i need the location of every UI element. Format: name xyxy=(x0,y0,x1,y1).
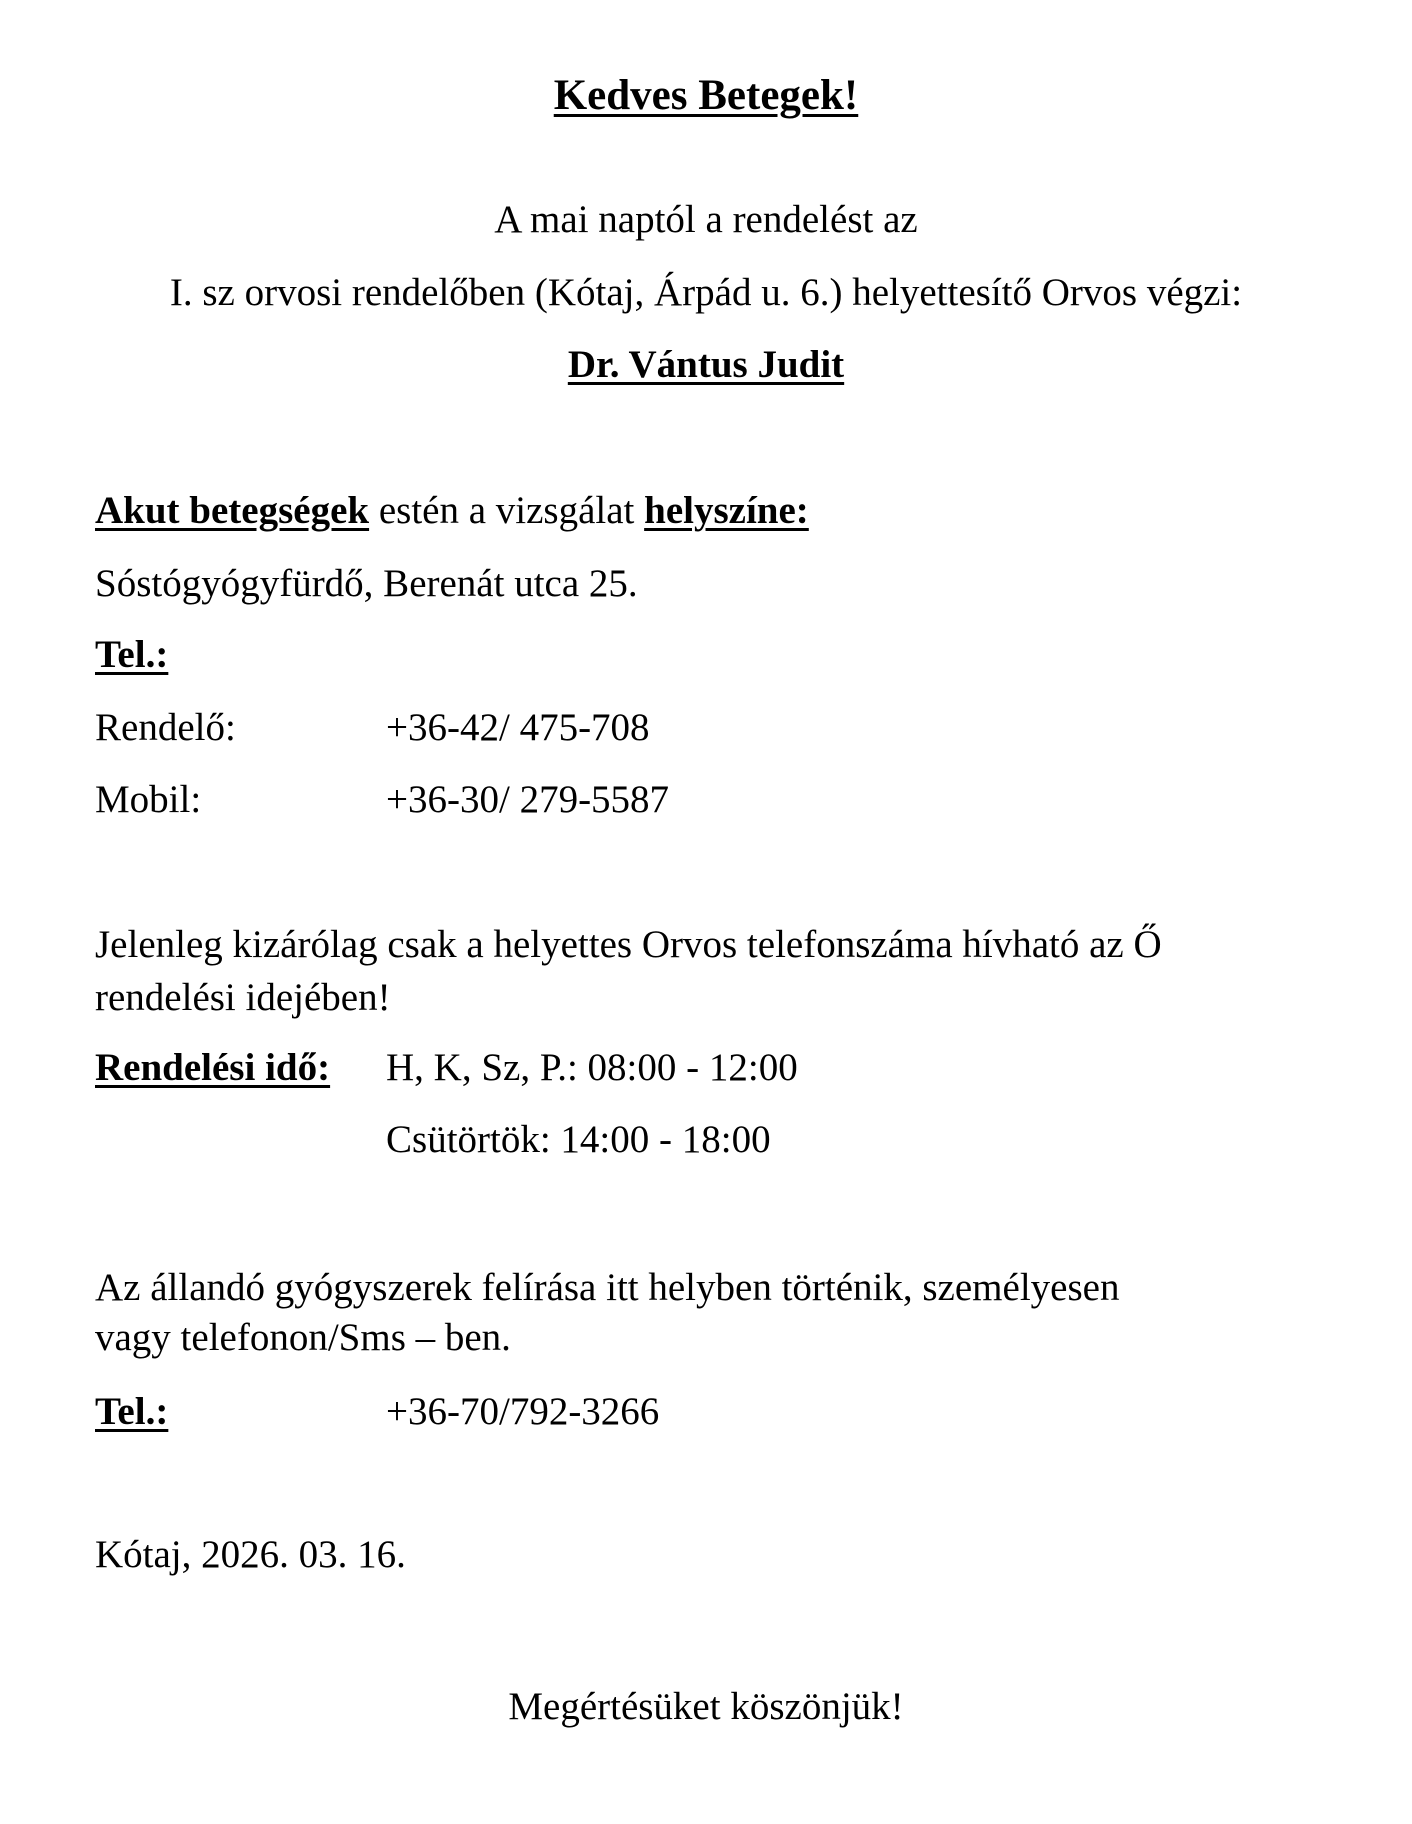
acute-tel-label: Tel.: xyxy=(95,633,169,676)
prescriptions-line-2: vagy telefonon/Sms – ben. xyxy=(95,1316,511,1359)
doctor-name: Dr. Vántus Judit xyxy=(567,343,845,386)
intro-line-1: A mai naptól a rendelést az xyxy=(494,198,918,241)
page-title: Kedves Betegek! xyxy=(553,72,859,119)
hours-row-weekdays: H, K, Sz, P.: 08:00 - 12:00 xyxy=(386,1046,798,1089)
hours-row-thursday: Csütörtök: 14:00 - 18:00 xyxy=(386,1118,771,1161)
phone-label-mobile: Mobil: xyxy=(95,778,202,821)
acute-mid-text: estén a vizsgálat xyxy=(369,489,645,532)
prescriptions-tel-value: +36-70/792-3266 xyxy=(386,1390,660,1433)
document-date: Kótaj, 2026. 03. 16. xyxy=(95,1533,406,1576)
intro-line-2: I. sz orvosi rendelőben (Kótaj, Árpád u. 6.) helyettesítő Orvos végzi: xyxy=(169,271,1243,314)
acute-bold-label: Akut betegségek xyxy=(95,489,370,532)
notice-line-2: rendelési idejében! xyxy=(95,976,391,1019)
phone-label-office: Rendelő: xyxy=(95,706,236,749)
location-label: helyszíne: xyxy=(644,489,809,532)
acute-address: Sóstógyógyfürdő, Berenát utca 25. xyxy=(95,562,638,605)
notice-line-1: Jelenleg kizárólag csak a helyettes Orvos telefonszáma hívható az Ő xyxy=(95,923,1162,966)
prescriptions-tel-label: Tel.: xyxy=(95,1390,169,1433)
phone-value-mobile: +36-30/ 279-5587 xyxy=(386,778,670,821)
closing-text: Megértésüket köszönjük! xyxy=(508,1685,904,1728)
acute-heading xyxy=(95,491,809,530)
phone-value-office: +36-42/ 475-708 xyxy=(386,706,650,749)
prescriptions-line-1: Az állandó gyógyszerek felírása itt helyben történik, személyesen xyxy=(95,1266,1120,1309)
hours-label: Rendelési idő: xyxy=(95,1046,331,1089)
